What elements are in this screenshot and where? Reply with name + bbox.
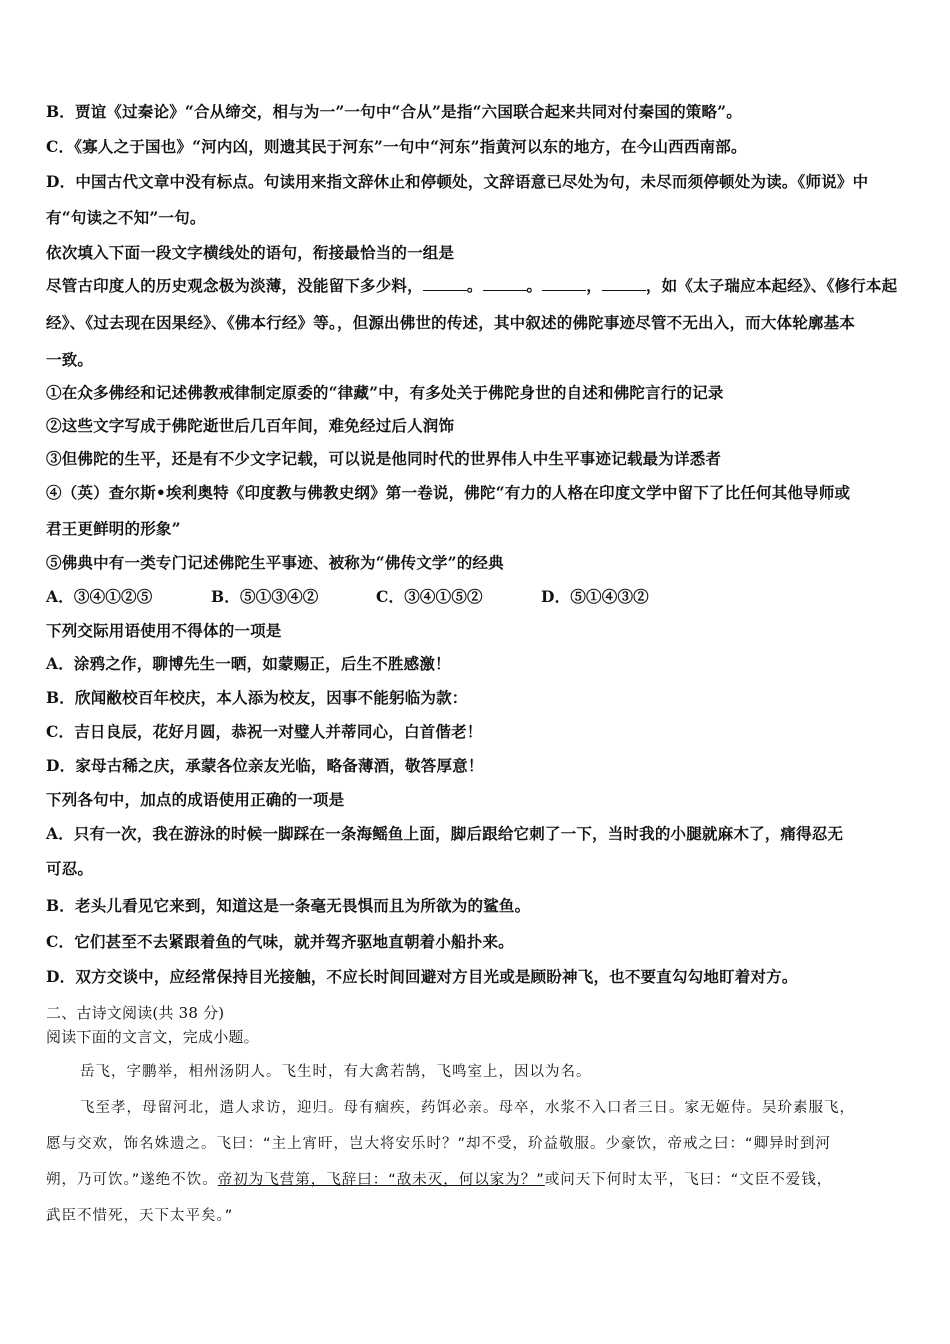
q1-option-b: B．贾谊《过秦论》“合从缔交，相与为一”一句中“合从”是指“六国联合起来共同对付秦国的策略”。 [46, 102, 742, 121]
q2-sentence-1: ①在众多佛经和记述佛教戒律制定原委的“律藏”中，有多处关于佛陀身世的自述和佛陀言行的记录 [46, 383, 724, 402]
q2-sentence-3: ③但佛陀的生平，还是有不少文字记载，可以说是他同时代的世界伟人中生平事迹记载最为详悉者 [46, 449, 722, 468]
q3-option-a: A．涂鸦之作，聊博先生一晒，如蒙赐正，后生不胜感激！ [46, 654, 451, 673]
q3-option-c: C．吉日良辰，花好月圆，恭祝一对璧人并蒂同心，白首偕老！ [46, 722, 483, 741]
q2-stem: 依次填入下面一段文字横线处的语句，衔接最恰当的一组是 [46, 243, 455, 262]
q4-option-b: B．老头儿看见它来到，知道这是一条毫无畏惧而且为所欲为的鲨鱼。 [46, 896, 531, 915]
classical-para-2-line3 [46, 1170, 906, 1190]
q1-option-d-line1: D．中国古代文章中没有标点。句读用来指文辞休止和停顿处，文辞语意已尽处为句，未尽而须停顿处为读。《师说》中 [46, 172, 869, 191]
q2-option-d: D．⑤①④③② [541, 587, 649, 606]
classical-text-a: 朔，乃可饮。”遂绝不饮。 [46, 1172, 218, 1188]
q2-option-a: A．③④①②⑤ [46, 587, 153, 606]
q2-option-c: C．③④①⑤② [376, 587, 483, 606]
q2-options [46, 587, 906, 607]
classical-para-1: 岳飞，字鹏举，相州汤阴人。飞生时，有大禽若鹄，飞鸣室上，因以为名。 [80, 1064, 592, 1080]
section-title: 二、古诗文阅读(共 38 分) [46, 1004, 225, 1022]
underlined-sentence: 帝初为飞营第，飞辞曰：“敌未灭，何以家为？” [217, 1172, 545, 1188]
classical-para-2-line2: 愿与交欢，饰名姝遗之。飞曰：“主上宵旰，岂大将安乐时？”却不受，玠益敬服。少豪饮，帝戒之曰：“卿异时到河 [46, 1136, 832, 1152]
fill-blank-2 [483, 276, 527, 291]
fill-blank-1 [423, 276, 467, 291]
classical-para-2-line4: 武臣不惜死，天下太平矣。” [46, 1208, 234, 1224]
fill-blank-4 [602, 276, 646, 291]
q2-passage-pre: 尽管古印度人的历史观念极为淡薄，没能留下多少料， [46, 276, 423, 295]
q2-sentence-5: ⑤佛典中有一类专门记述佛陀生平事迹、被称为“佛传文学”的经典 [46, 553, 504, 572]
q3-option-d: D．家母古稀之庆，承蒙各位亲友光临，略备薄酒，敬答厚意！ [46, 756, 484, 775]
section-instruction: 阅读下面的文言文，完成小题。 [46, 1028, 259, 1046]
q2-passage-post: ，如《太子瑞应本起经》、《修行本起 [645, 276, 898, 295]
q2-passage-line1 [46, 276, 906, 296]
q3-stem: 下列交际用语使用不得体的一项是 [46, 621, 282, 640]
q2-sep2: 。 [526, 276, 543, 295]
q2-sentence-2: ②这些文字写成于佛陀逝世后几百年间，难免经过后人润饰 [46, 416, 455, 435]
q2-sep1: 。 [466, 276, 483, 295]
q1-option-d-line2: 有“句读之不知”一句。 [46, 208, 206, 227]
q2-passage-line3: 一致。 [46, 350, 94, 369]
q4-option-c: C．它们甚至不去紧跟着鱼的气味，就并驾齐驱地直朝着小船扑来。 [46, 932, 514, 951]
q4-option-d: D．双方交谈中，应经常保持目光接触，不应长时间回避对方目光或是顾盼神飞，也不要直勾勾地盯着对方。 [46, 967, 798, 986]
q4-stem: 下列各句中，加点的成语使用正确的一项是 [46, 790, 345, 809]
q3-option-b: B．欣闻敝校百年校庆，本人添为校友，因事不能躬临为款： [46, 688, 468, 707]
q2-option-b: B．⑤①③④② [211, 587, 319, 606]
q2-sentence-4-line2: 君王更鲜明的形象” [46, 519, 181, 538]
classical-text-b: 或问天下何时太平，飞曰：“文臣不爱钱， [544, 1172, 833, 1188]
q2-sentence-4-line1: ④（英）查尔斯•埃利奥特《印度教与佛教史纲》第一卷说，佛陀“有力的人格在印度文学中留下了比任何其他导师或 [46, 483, 851, 502]
q4-option-a-line1: A．只有一次，我在游泳的时候一脚踩在一条海鳐鱼上面，脚后跟给它刺了一下，当时我的小腿就麻木了，痛得忍无 [46, 824, 844, 843]
q2-passage-line2: 经》、《过去现在因果经》、《佛本行经》等。，但源出佛世的传述，其中叙述的佛陀事迹尽管不无出入，而大体轮廓基本 [46, 313, 856, 332]
q1-option-c: C．《寡人之于国也》“河内凶，则遗其民于河东”一句中“河东”指黄河以东的地方，在今山西西南部。 [46, 137, 747, 156]
classical-para-2-line1: 飞至孝，母留河北，遣人求访，迎归。母有痼疾，药饵必亲。母卒，水浆不入口者三日。家无姬侍。吴玠素服飞， [80, 1100, 855, 1116]
q2-sep3: ， [586, 276, 602, 295]
fill-blank-3 [542, 276, 586, 291]
q4-option-a-line2: 可忍。 [46, 859, 94, 878]
